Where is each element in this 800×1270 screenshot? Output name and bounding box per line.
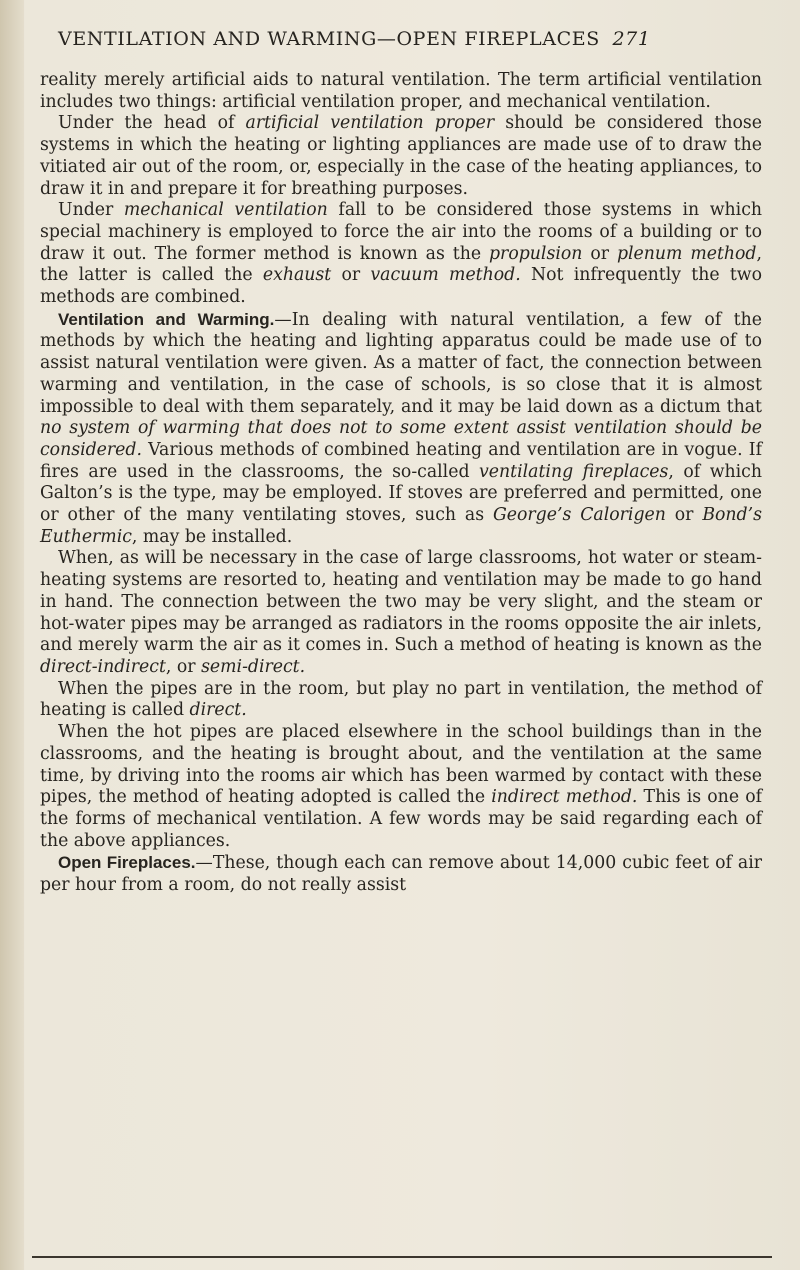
section-heading-open-fireplaces: Open Fireplaces. [58,853,196,873]
term-ventilating-fireplaces: ventilating fireplaces [479,461,669,482]
paragraph-mechanical-ventilation: Under mechanical ventilation fall to be considered those systems in which special machinery is employed to force the air into the rooms of a building or to draw it out. The former method is known as the propulsion or plenum method, the latter is called the exhaust or vacuum method. Not infrequently the two methods are combined. [40,200,763,308]
term-semi-direct: semi-direct. [201,656,306,677]
term-direct-indirect: direct-indirect [40,656,166,677]
paragraph-direct-indirect: When, as will be necessary in the case of large classrooms, hot water or steam-heating systems are resorted to, heating and ventilation may be made to go hand in hand. The connection between the two may be very slight, and the steam or hot-water pipes may be arranged as radiators in the rooms opposite the air inlets, and merely warm the air as it comes in. Such a method of heating is known as the direct-indirect, or semi-direct. [40,548,762,677]
term-indirect-method: indirect method. [491,787,638,808]
page-number: 271 [612,28,651,50]
term-propulsion: propulsion [489,243,583,264]
running-title: VENTILATION AND WARMING—OPEN FIREPLACES [58,28,600,50]
running-header [58,28,758,50]
term-exhaust: exhaust [262,265,332,286]
section-heading-ventilation-warming: Ventilation and Warming. [58,309,275,329]
term-artificial-ventilation-proper: artificial ventilation proper [245,113,495,134]
paragraph-direct: When the pipes are in the room, but play no part in ventilation, the method of heating is called direct. [40,678,762,721]
term-georges-calorigen: George’s Calorigen [492,505,666,526]
body-text [40,70,762,897]
paragraph-indirect-method: When the hot pipes are placed elsewhere in the school buildings than in the classrooms, and the heating is brought about, and the ventilation at the same time, by driving into the rooms air which has been warmed by contact with these pipes, the method of heating adopted is called the indirect method. This is one of the forms of mechanical ventilation. A few words may be said regarding each of the above appliances. [40,722,762,851]
page-gutter [0,0,24,1270]
term-vacuum-method: vacuum method. [370,265,521,286]
paragraph-artificial-ventilation: Under the head of artificial ventilation proper should be considered those systems in which the heating or lighting appliances are made use of to draw the vitiated air out of the room, or, especially in the case of the heating appliances, to draw it in and prepare it for breathing purposes. [40,113,762,199]
paragraph-continued: reality merely artificial aids to natural ventilation. The term artificial ventilation includes two things: artificial ventilation proper, and mechanical ventilation. [40,70,762,112]
dictum-text: no system of warming that does not to some extent assist ventilation should be considered. [40,418,762,460]
section-open-fireplaces: Open Fireplaces.—These, though each can remove about 14,000 cubic feet of air per hour from a room, do not really assist [40,853,763,896]
term-bonds-euthermic: Bond’s Euthermic [40,505,762,547]
section-ventilation-and-warming: Ventilation and Warming.—In dealing with natural ventilation, a few of the methods by which the heating and lighting apparatus could be made use of to assist natural ventilation were given. As a matter of fact, the connection between warming and ventilation, in the case of schools, is so close that it is almost impossible to deal with them separately, and it may be laid down as a dictum that no system of warming that does not to some extent assist ventilation should be considered. Various methods of combined heating and ventilation are in vogue. If fires are used in the classrooms, the so-called ventilating fireplaces, of which Galton’s is the type, may be employed. If stoves are preferred and permitted, one or other of the many ventilating stoves, such as George’s Calorigen or Bond’s Euthermic, may be installed. [40,309,762,547]
page-bottom-rule [32,1256,772,1258]
term-plenum-method: plenum method [616,243,757,264]
term-direct: direct. [189,700,247,721]
term-mechanical-ventilation: mechanical ventilation [123,200,328,221]
